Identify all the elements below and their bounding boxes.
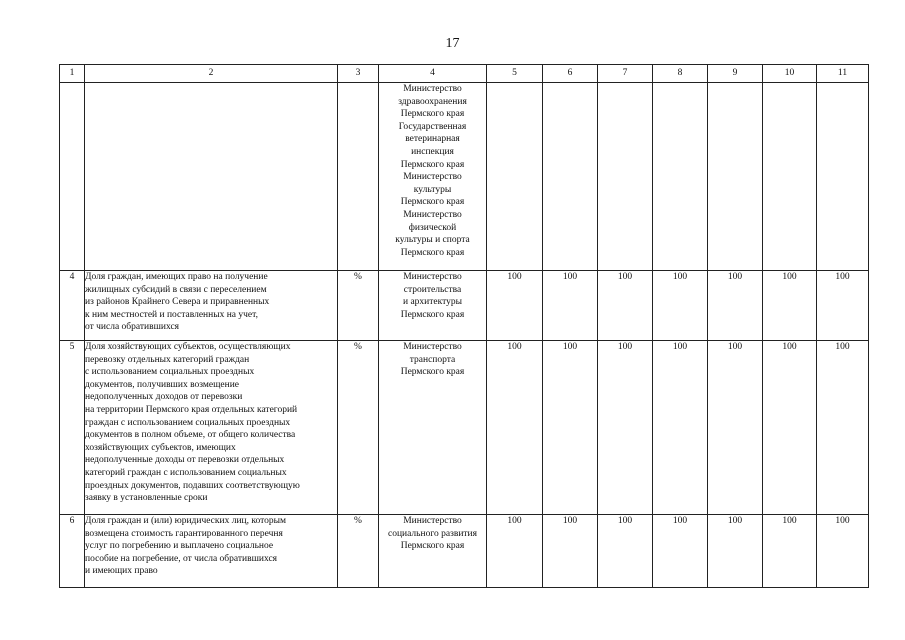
unit: % — [338, 271, 379, 341]
column-header: 5 — [487, 65, 543, 83]
indicator-description: Доля граждан, имеющих право на получение жилищных субсидий в связи с переселением из районов Крайнего Севера и приравненных к ним местностей и поставленных на учет, от числа обратившихся — [85, 271, 338, 341]
value-cell: 100 — [708, 341, 763, 515]
value-cell: 100 — [487, 515, 543, 588]
responsible-body: Министерство социального развития Пермского края — [379, 515, 487, 588]
value-cell: 100 — [487, 341, 543, 515]
column-header: 10 — [763, 65, 817, 83]
indicator-description: Доля хозяйствующих субъектов, осуществляющих перевозку отдельных категорий граждан с использованием социальных проездных документов, получивших возмещение недополученных доходов от перевозки на территории Пермского края отдельных категорий граждан с использованием социальных проездных документов в полном объеме, от общего количества хозяйствующих субъектов, имеющих недополученные доходы от перевозки отдельных категорий граждан с использованием социальных проездных документов, подавших соответствующую заявку в установленные сроки — [85, 341, 338, 515]
value-cell: 100 — [653, 341, 708, 515]
responsible-body: Министерство транспорта Пермского края — [379, 341, 487, 515]
value-cell: 100 — [817, 515, 869, 588]
value-cell: 100 — [598, 515, 653, 588]
value-cell: 100 — [817, 341, 869, 515]
value-cell: 100 — [487, 271, 543, 341]
column-header: 6 — [543, 65, 598, 83]
value-cell: 100 — [653, 515, 708, 588]
column-header: 11 — [817, 65, 869, 83]
table-row — [60, 83, 869, 271]
value-cell — [543, 83, 598, 271]
unit — [338, 83, 379, 271]
table-row — [60, 341, 869, 515]
value-cell: 100 — [708, 515, 763, 588]
column-header: 4 — [379, 65, 487, 83]
unit: % — [338, 341, 379, 515]
value-cell: 100 — [708, 271, 763, 341]
value-cell — [487, 83, 543, 271]
value-cell: 100 — [598, 341, 653, 515]
value-cell: 100 — [763, 341, 817, 515]
value-cell — [598, 83, 653, 271]
column-header: 9 — [708, 65, 763, 83]
column-header: 7 — [598, 65, 653, 83]
column-header: 3 — [338, 65, 379, 83]
value-cell: 100 — [763, 515, 817, 588]
unit: % — [338, 515, 379, 588]
value-cell: 100 — [763, 271, 817, 341]
row-number: 6 — [60, 515, 85, 588]
value-cell: 100 — [543, 515, 598, 588]
column-header: 2 — [85, 65, 338, 83]
indicator-description — [85, 83, 338, 271]
row-number: 5 — [60, 341, 85, 515]
value-cell: 100 — [653, 271, 708, 341]
responsible-body: Министерство здравоохранения Пермского края Государственная ветеринарная инспекция Пермского края Министерство культуры Пермского края Министерство физической культуры и спорта Пермского края — [379, 83, 487, 271]
value-cell: 100 — [543, 271, 598, 341]
page-number: 17 — [445, 36, 460, 51]
indicators-table — [59, 64, 869, 588]
responsible-body: Министерство строительства и архитектуры Пермского края — [379, 271, 487, 341]
header-row — [60, 65, 869, 83]
column-header: 8 — [653, 65, 708, 83]
value-cell: 100 — [543, 341, 598, 515]
column-header: 1 — [60, 65, 85, 83]
indicator-description: Доля граждан и (или) юридических лиц, которым возмещена стоимость гарантированного перечня услуг по погребению и выплачено социальное пособие на погребение, от числа обратившихся и имеющих право — [85, 515, 338, 588]
value-cell: 100 — [598, 271, 653, 341]
value-cell — [763, 83, 817, 271]
value-cell — [653, 83, 708, 271]
row-number — [60, 83, 85, 271]
value-cell — [708, 83, 763, 271]
row-number: 4 — [60, 271, 85, 341]
table-row — [60, 271, 869, 341]
table-row — [60, 515, 869, 588]
value-cell: 100 — [817, 271, 869, 341]
value-cell — [817, 83, 869, 271]
